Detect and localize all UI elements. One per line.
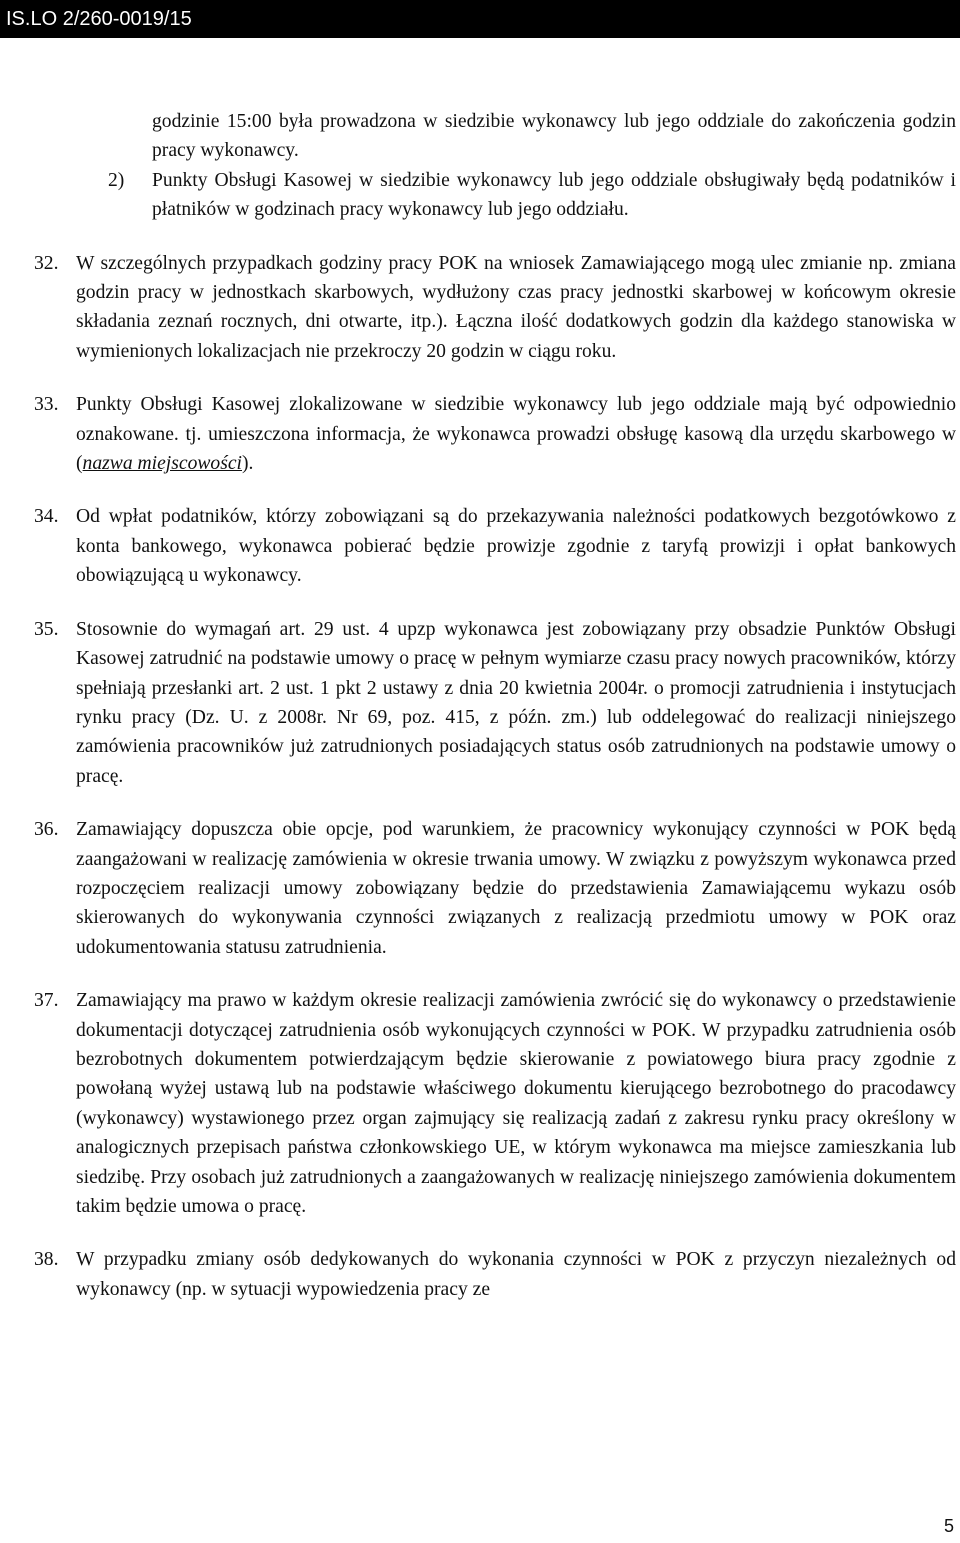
item-text: Zamawiający ma prawo w każdym okresie realizacji zamówienia zwrócić się do wykonawcy o przedstawienie dokumentacji dotyczącej zatrudnienia osób wykonujących czynności w POK. W przypadku zatrudnienia osób bezrobotnych dokumentem potwierdzającym będzie skierowanie z powiatowego biura pracy zgodnie z powołaną wyżej ustawą lub na podstawie właściwego dokumentu kierującego bezrobotnego do pracodawcy (wykonawcy) wystawionego przez organ zajmujący się realizacją zadań z zakresu rynku pracy określony w analogicznych przepisach państwa członkowskiego UE, w którym wykonawca ma miejsce zamieszkania lub siedzibę. Przy osobach już zatrudnionych a zaangażowanych w realizację niniejszego zamówienia dokumentem takim będzie umowa o pracę.: [76, 990, 956, 1217]
item-text: W szczególnych przypadkach godziny pracy POK na wniosek Zamawiającego mogą ulec zmianie np. zmiana godzin pracy w jednostkach skarbowych, wydłużony czas pracy jednostki skarbowej w końcowym okresie składania zeznań rocznych, dni otwarte, itp.). Łączna ilość dodatkowych godzin dla każdego stanowiska w wymienionych lokalizacjach nie przekroczy 20 godzin w ciągu roku.: [76, 252, 956, 362]
item-number: 35.: [34, 618, 59, 640]
item-32: [34, 249, 956, 367]
item-number: 37.: [34, 990, 59, 1012]
item-text: [76, 390, 956, 478]
item-text: W przypadku zmiany osób dedykowanych do wykonania czynności w POK z przyczyn niezależnych od wykonawcy (np. w sytuacji wypowiedzenia pracy ze: [76, 1249, 956, 1300]
item-38: [34, 1245, 956, 1304]
item-36: [34, 815, 956, 962]
subitem-2: [76, 166, 956, 225]
item-number: 36.: [34, 819, 59, 841]
item-number: 34.: [34, 506, 59, 528]
item-text: Od wpłat podatników, którzy zobowiązani są do przekazywania należności podatkowych bezgotówkowo z konta bankowego, wykonawca pobierać będzie prowizje zgodnie z taryfą prowizji i opłat bankowych obowiązującą u wykonawcy.: [76, 506, 956, 587]
item-text: Zamawiający dopuszcza obie opcje, pod warunkiem, że pracownicy wykonujący czynności w POK będą zaangażowani w realizację zamówienia w okresie trwania umowy. W związku z powyższym wykonawca przed rozpoczęciem realizacji umowy zobowiązany będzie do przedstawienia Zamawiającemu wykazu osób skierowanych do wykonywania czynności związanych z realizacją przedmiotu umowy w POK oraz udokumentowania statusu zatrudnienia.: [76, 819, 956, 958]
item-34: [34, 502, 956, 590]
item-number: 38.: [34, 1249, 59, 1271]
item-text-after: ).: [242, 453, 254, 475]
document-reference: IS.LO 2/260-0019/15: [6, 8, 192, 30]
page-number: 5: [943, 1516, 954, 1536]
continuation-paragraph: godzinie 15:00 była prowadzona w siedzibie wykonawcy lub jego oddziale do zakończenia godzin pracy wykonawcy.: [152, 111, 956, 162]
item-number: 33.: [34, 394, 59, 416]
document-body: [34, 107, 956, 1304]
underlined-placeholder: nazwa miejscowości: [82, 453, 242, 475]
subitem-number: 2): [108, 169, 125, 191]
subitem-text: Punkty Obsługi Kasowej w siedzibie wykonawcy lub jego oddziale obsługiwały będą podatników i płatników w godzinach pracy wykonawcy lub jego oddziału.: [152, 169, 956, 221]
item-33: [34, 390, 956, 478]
document-header: [0, 0, 960, 38]
item-37: [34, 986, 956, 1221]
item-text: Stosownie do wymagań art. 29 ust. 4 upzp wykonawca jest zobowiązany przy obsadzie Punktów Obsługi Kasowej zatrudnić na podstawie umowy o pracę w pełnym wymiarze czasu pracy nowych pracowników, którzy spełniają przesłanki art. 2 ust. 1 pkt 2 ustawy z dnia 20 kwietnia 2004r. o promocji zatrudnienia i instytucjach rynku pracy (Dz. U. z 2008r. Nr 69, poz. 415, z późn. zm.) lub oddelegować do realizacji niniejszego zamówienia pracowników już zatrudnionych posiadających status osób zatrudnionych na podstawie umowy o pracę.: [76, 618, 956, 787]
item-35: [34, 615, 956, 791]
item-number: 32.: [34, 252, 59, 274]
item-text-before: Punkty Obsługi Kasowej zlokalizowane w siedzibie wykonawcy lub jego oddziale mają być odpowiednio oznakowane. tj. umieszczona informacja, że wykonawca prowadzi obsługę kasową dla urzędu skarbowego w (: [76, 394, 956, 475]
